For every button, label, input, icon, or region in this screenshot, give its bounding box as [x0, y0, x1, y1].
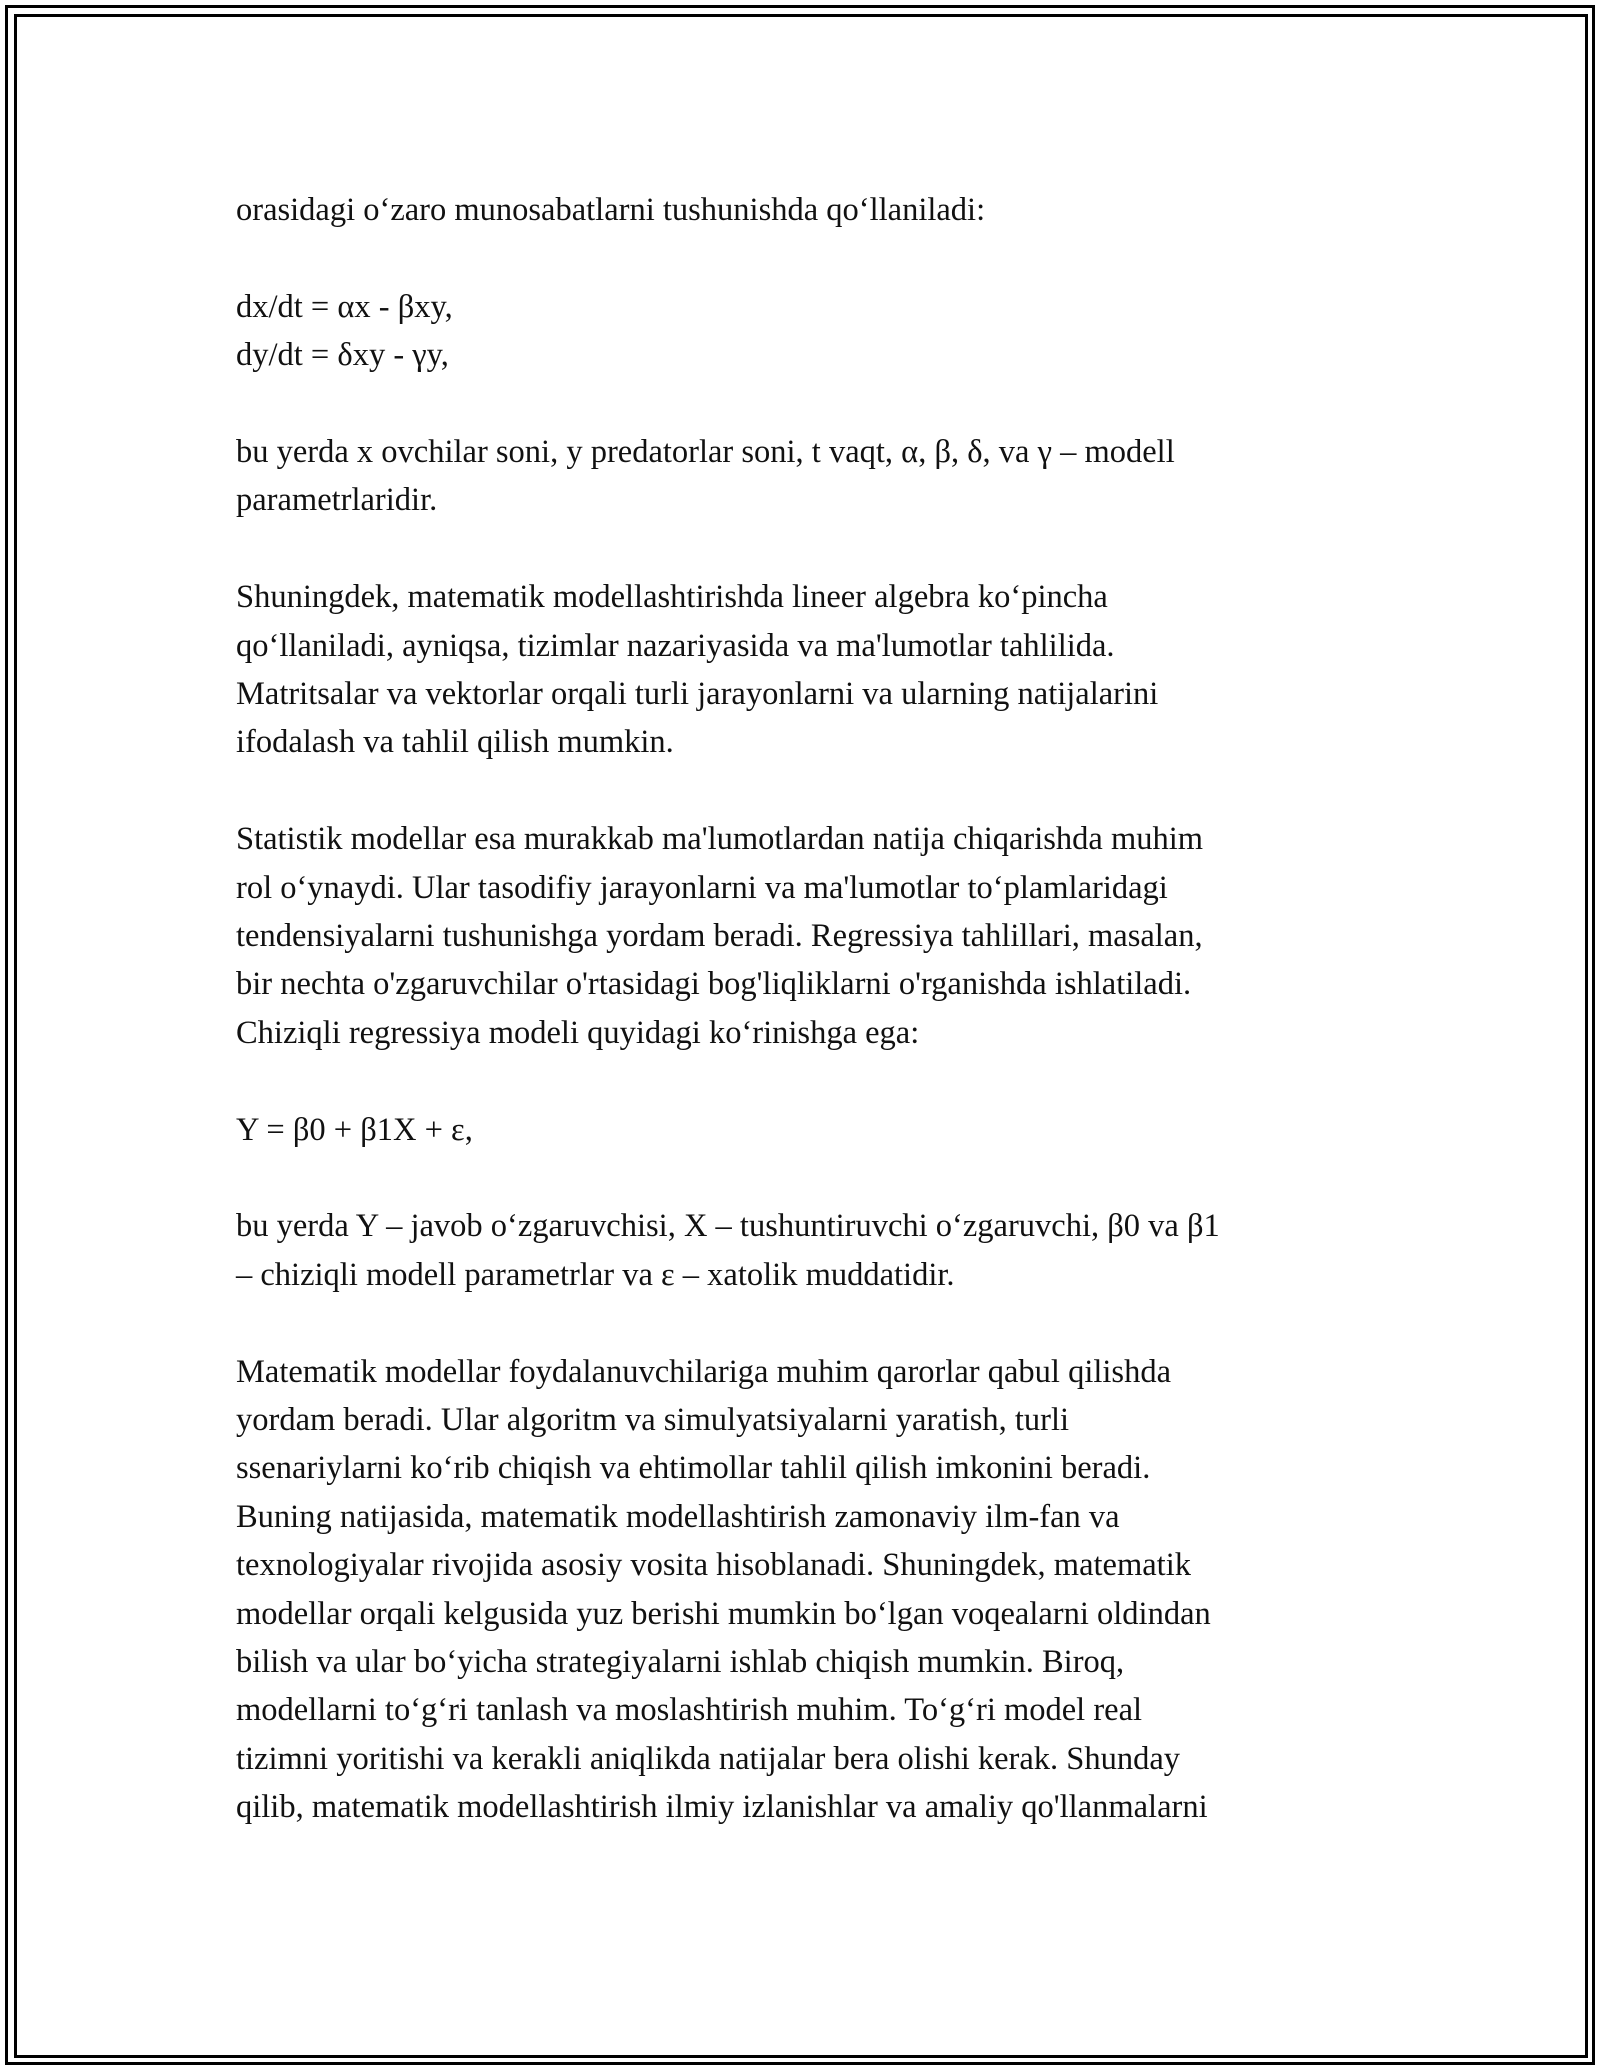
text-line: orasidagi o‘zaro munosabatlarni tushunishda qo‘llaniladi:	[236, 192, 986, 228]
text-line: bilish va ular bo‘yicha strategiyalarni ishlab chiqish mumkin. Biroq,	[236, 1644, 1125, 1681]
text-line: yordam beradi. Ular algoritm va simulyatsiyalarni yaratish, turli	[236, 1402, 1070, 1439]
text-line: parametrlaridir.	[236, 482, 438, 519]
text-line: Matritsalar va vektorlar orqali turli jarayonlarni va ularning natijalarini	[236, 676, 1159, 713]
text-line: Buning natijasida, matematik modellashtirish zamonaviy ilm-fan va	[236, 1498, 1120, 1535]
text-line: modellar orqali kelgusida yuz berishi mumkin bo‘lgan voqealarni oldindan	[236, 1595, 1211, 1632]
text-line: qo‘llaniladi, ayniqsa, tizimlar nazariyasida va ma'lumotlar tahlilida.	[236, 627, 1115, 664]
text-line: bu yerda Y – javob o‘zgaruvchisi, X – tushuntiruvchi o‘zgaruvchi, β0 va β1	[236, 1208, 1220, 1245]
text-line: qilib, matematik modellashtirish ilmiy izlanishlar va amaliy qo'llanmalarni	[236, 1789, 1208, 1826]
paragraph-linear-algebra	[236, 573, 1366, 767]
document-body	[236, 186, 1366, 1880]
text-line: tendensiyalarni tushunishga yordam beradi. Regressiya tahlillari, masalan,	[236, 918, 1203, 955]
paragraph-intro	[236, 186, 1366, 234]
equation-dy: dy/dt = δxy - γy,	[236, 337, 449, 374]
equation-regression: Y = β0 + β1X + ε,	[236, 1111, 473, 1148]
text-line: ssenariylarni ko‘rib chiqish va ehtimollar tahlil qilish imkonini beradi.	[236, 1450, 1151, 1487]
text-line: rol o‘ynaydi. Ular tasodifiy jarayonlarni va ma'lumotlar to‘plamlaridagi	[236, 869, 1168, 906]
text-line: texnologiyalar rivojida asosiy vosita hisoblanadi. Shuningdek, matematik	[236, 1547, 1191, 1584]
text-line: ifodalash va tahlil qilish mumkin.	[236, 724, 674, 761]
text-line: bir nechta o'zgaruvchilar o'rtasidagi bog'liqliklarni o'rganishda ishlatiladi.	[236, 966, 1192, 1003]
paragraph-statistics	[236, 815, 1366, 1057]
paragraph-regression-variables	[236, 1202, 1366, 1299]
paragraph-variables	[236, 428, 1366, 525]
paragraph-equations	[236, 283, 1366, 380]
paragraph-conclusion	[236, 1348, 1366, 1832]
text-line: Statistik modellar esa murakkab ma'lumotlardan natija chiqarishda muhim	[236, 821, 1204, 858]
paragraph-regression-equation	[236, 1106, 1366, 1154]
text-line: Matematik modellar foydalanuvchilariga muhim qarorlar qabul qilishda	[236, 1353, 1171, 1390]
text-line: Shuningdek, matematik modellashtirishda lineer algebra ko‘pincha	[236, 579, 1108, 616]
text-line: modellarni to‘g‘ri tanlash va moslashtirish muhim. To‘g‘ri model real	[236, 1692, 1143, 1729]
text-line: – chiziqli modell parametrlar va ε – xatolik muddatidir.	[236, 1256, 955, 1293]
equation-dx: dx/dt = αx - βxy,	[236, 288, 453, 325]
text-line: tizimni yoritishi va kerakli aniqlikda natijalar bera olishi kerak. Shunday	[236, 1740, 1181, 1777]
text-line: bu yerda x ovchilar soni, y predatorlar soni, t vaqt, α, β, δ, va γ – modell	[236, 434, 1175, 470]
text-line: Chiziqli regressiya modeli quyidagi ko‘rinishga ega:	[236, 1014, 920, 1051]
